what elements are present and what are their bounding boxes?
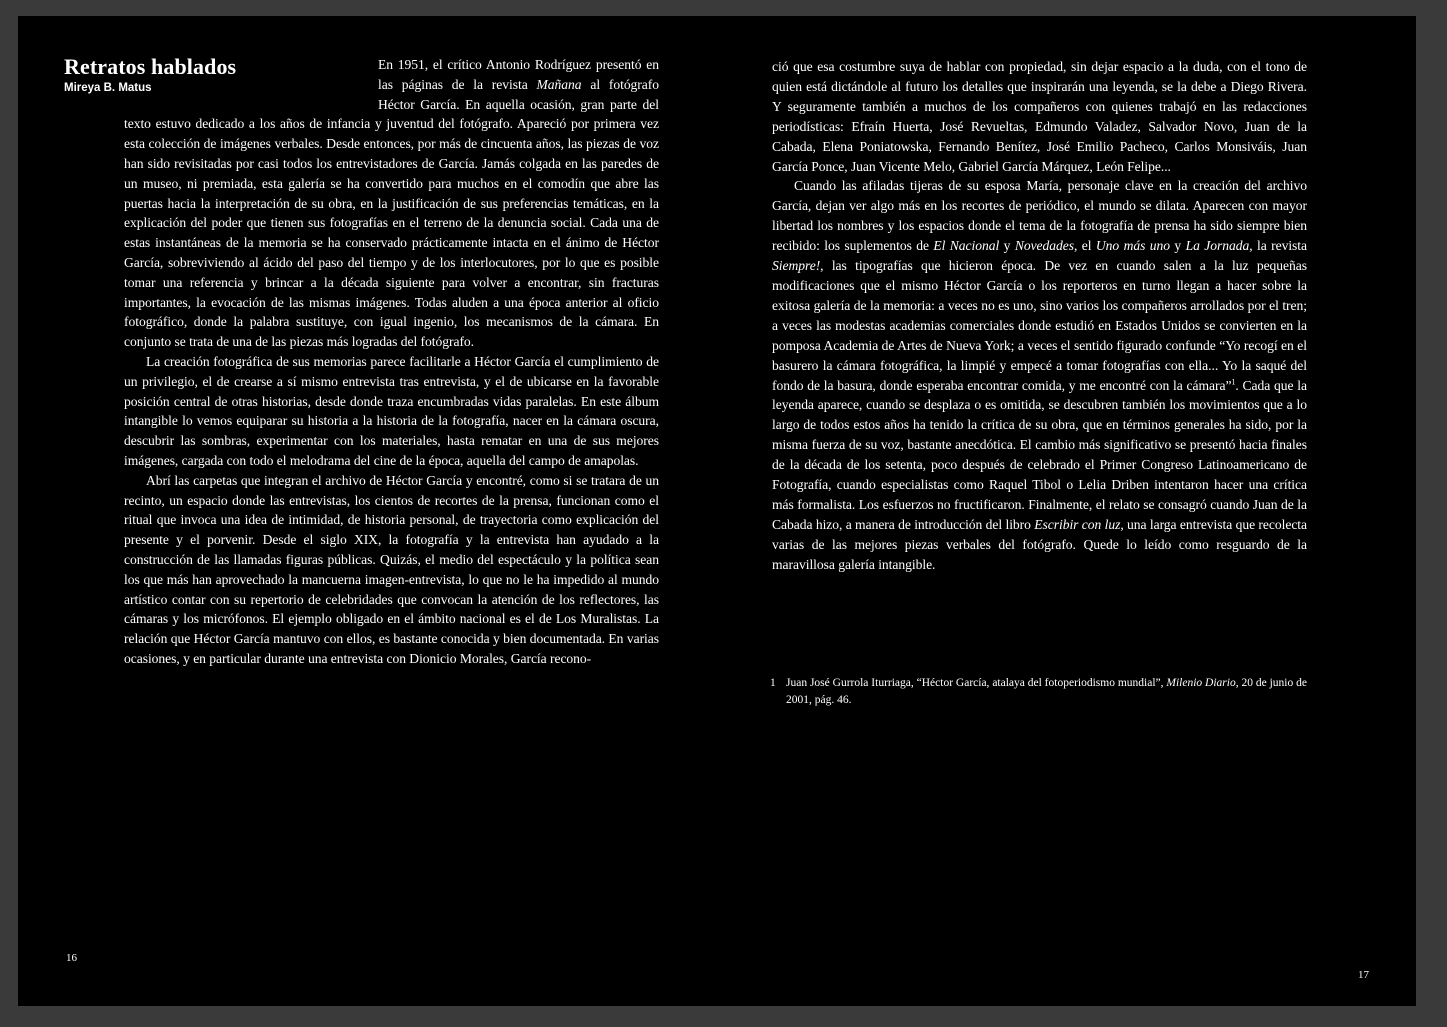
text-run: . Cada que la leyenda aparece, cuando se desplaza o es omitida, se descubren también los movimientos que a lo largo de todos estos años ha tenido la crítica de su obra, que en términos generales ha sido, por la misma fuerza de su voz, bastante anecdótica. El cambio más significativo se presentó hacia finales de la década de los setenta, poco después de celebrado el Primer Congreso Latinoamericano de Fotografía, cuando especialistas como Raquel Tibol o Lelia Driben intentaron hacer una crítica más formalista. Los esfuerzos no fructificaron. Finalmente, el relato se consagró cuando Juan de la Cabada hizo, a manera de introducción del libro [772, 377, 1308, 532]
title-float-space [124, 55, 378, 114]
text-run: La creación fotográfica de sus memorias parece facilitarle a Héctor García el cumplimiento de un privilegio, el de crearse a sí mismo entrevista tras entrevista, y el de ubicarse en la favorable posición central de otras historias, desde donde traza encumbradas vidas paralelas. En este álbum intangible lo vemos equiparar su historia a la historia de la fotografía, nacer en la cámara oscura, descubrir las sombras, experimentar con los materiales, hasta rematar en una de sus mejores imágenes, cargada con todo el melodrama del cine de la época, aquella del campo de amapolas. [124, 353, 659, 468]
text-run: , la revista [1249, 238, 1307, 254]
italic-title: Siempre! [772, 258, 821, 274]
text-run: , 20 de junio de 2001, pág. 46. [786, 677, 1307, 706]
footnote-number: 1 [770, 677, 776, 689]
right-body-text [772, 57, 1307, 575]
text-run: , las tipografías que hicieron época. De vez en cuando salen a la luz pequeñas modificaciones que el mismo Héctor García o los reporteros en turno llegan a hacer sobre la exitosa galería de la memoria: a veces no es uno, sino varios los compañeros arrollados por el tren; a veces las modestas academias comerciales donde estudió en Estados Unidos se convierten en la pomposa Academia de Artes de Nueva York; a veces el sentido figurado confunde “Yo recogí en el basurero la cámara fotográfica, la limpié y empecé a tomar fotografías con ella... Yo la saqué del fondo de la basura, donde esperaba encontrar comida, y me encontré con la cámara” [772, 258, 1307, 393]
italic-title: El Nacional [933, 238, 1000, 254]
page-number-left: 16 [66, 952, 77, 964]
article-title: Retratos hablados [64, 54, 237, 79]
paragraph [124, 471, 659, 669]
footnote-text [786, 677, 1307, 706]
footnote [770, 675, 1307, 709]
paragraph [772, 57, 1307, 176]
italic-title: Milenio Diario [1166, 677, 1236, 689]
article-author: Mireya B. Matus [64, 82, 152, 94]
left-page [18, 16, 718, 1006]
text-run: al fotógrafo Héctor García. En aquella ocasión, gran parte del texto estuvo dedicado a los años de infancia y juventud del fotógrafo. Apareció por primera vez esta colección de imágenes verbales. Desde entonces, por más de cincuenta años, las piezas de voz han sido revisitadas por casi todos los entrevistadores de García. Jamás colgada en las paredes de un museo, ni premiada, esta galería se ha convertido para muchos en el comodín que abre las puertas hacia la interpretación de su obra, en la justificación de sus preferencias temáticas, en la explicación del poder que tienen sus fotografías en el terreno de la denuncia social. Cada una de estas instantáneas de la memoria se ha conservado prácticamente intacta en el ánimo de Héctor García, sobreviviendo al ácido del paso del tiempo y de los interlocutores, por lo que es posible tomar una referencia y brincar a la década siguiente para volver a encontrar, sin fracturas importantes, la evocación de las mismas imágenes. Todas aluden a una época anterior al oficio fotográfico, donde la palabra sustituye, con igual ingenio, los mecanismos de la cámara. En conjunto se trata de una de las piezas más logradas del fotógrafo. [124, 76, 659, 350]
paragraph [124, 352, 659, 471]
text-run: y [1170, 238, 1186, 254]
italic-title: Escribir con luz [1034, 516, 1121, 532]
left-body-text [124, 55, 659, 669]
italic-title: Uno más uno [1095, 238, 1170, 254]
text-run: Juan José Gurrola Iturriaga, “Héctor García, atalaya del fotoperiodismo mundial”, [786, 677, 1167, 689]
italic-title: Mañana [536, 76, 582, 92]
text-run: , una larga entrevista que recolecta varias de las mejores piezas verbales del fotógrafo. Quede lo leído como resguardo de la maravillosa galería intangible. [772, 516, 1308, 572]
italic-title: Novedades [1014, 238, 1075, 254]
text-run: y [999, 238, 1015, 254]
text-run: Cuando las afiladas tijeras de su esposa María, personaje clave en la creación del archivo García, dejan ver algo más en los recortes de periódico, el mundo se dilata. Aparecen con mayor libertad los nombres y los espacios donde el tema de la fotografía de prensa ha sido siempre bien recibido: los suplementos de [772, 178, 1307, 254]
page-number-right: 17 [1358, 969, 1369, 981]
paragraph [772, 176, 1307, 574]
text-run: Abrí las carpetas que integran el archivo de Héctor García y encontré, como si se tratara de un recinto, un espacio donde las entrevistas, los cientos de recortes de la prensa, funcionan como el ritual que invoca una idea de intimidad, de historia personal, de trayectoria como explicación del presente y el porvenir. Desde el siglo XIX, la fotografía y la entrevista han ayudado a la construcción de las llamadas figuras públicas. Quizás, el medio del espectáculo y la política sean los que más han aprovechado la mancuerna imagen-entrevista, lo que no le ha impedido al mundo artístico contar con su repertorio de celebridades que convocan la atención de los reflectores, las cámaras y los micrófonos. El ejemplo obligado en el ámbito nacional es el de Los Muralistas. La relación que Héctor García mantuvo con ellos, es bastante conocida y bien documentada. En varias ocasiones, y en particular durante una entrevista con Dionicio Morales, García recono- [124, 472, 659, 666]
right-page [718, 16, 1416, 1006]
text-run: En 1951, el crítico Antonio Rodríguez presentó en las páginas de la revista [378, 57, 659, 92]
text-run: ció que esa costumbre suya de hablar con propiedad, sin dejar espacio a la duda, con el tono de quien está dictándole al futuro los detalles que inspirarán una leyenda, se la debe a Diego Rivera. Y seguramente también a muchos de los compañeros con quienes trabajó en las redacciones periodísticas: Efraín Huerta, José Revueltas, Edmundo Valadez, Salvador Novo, Juan de la Cabada, Elena Poniatowska, Fernando Benítez, José Emilio Pacheco, Carlos Monsiváis, Juan García Ponce, Juan Vicente Melo, Gabriel García Márquez, León Felipe... [772, 59, 1307, 174]
italic-title: La Jornada [1185, 238, 1250, 254]
text-run: , el [1074, 238, 1096, 254]
footnote-ref: 1 [1231, 376, 1236, 386]
book-spread [18, 16, 1416, 1006]
